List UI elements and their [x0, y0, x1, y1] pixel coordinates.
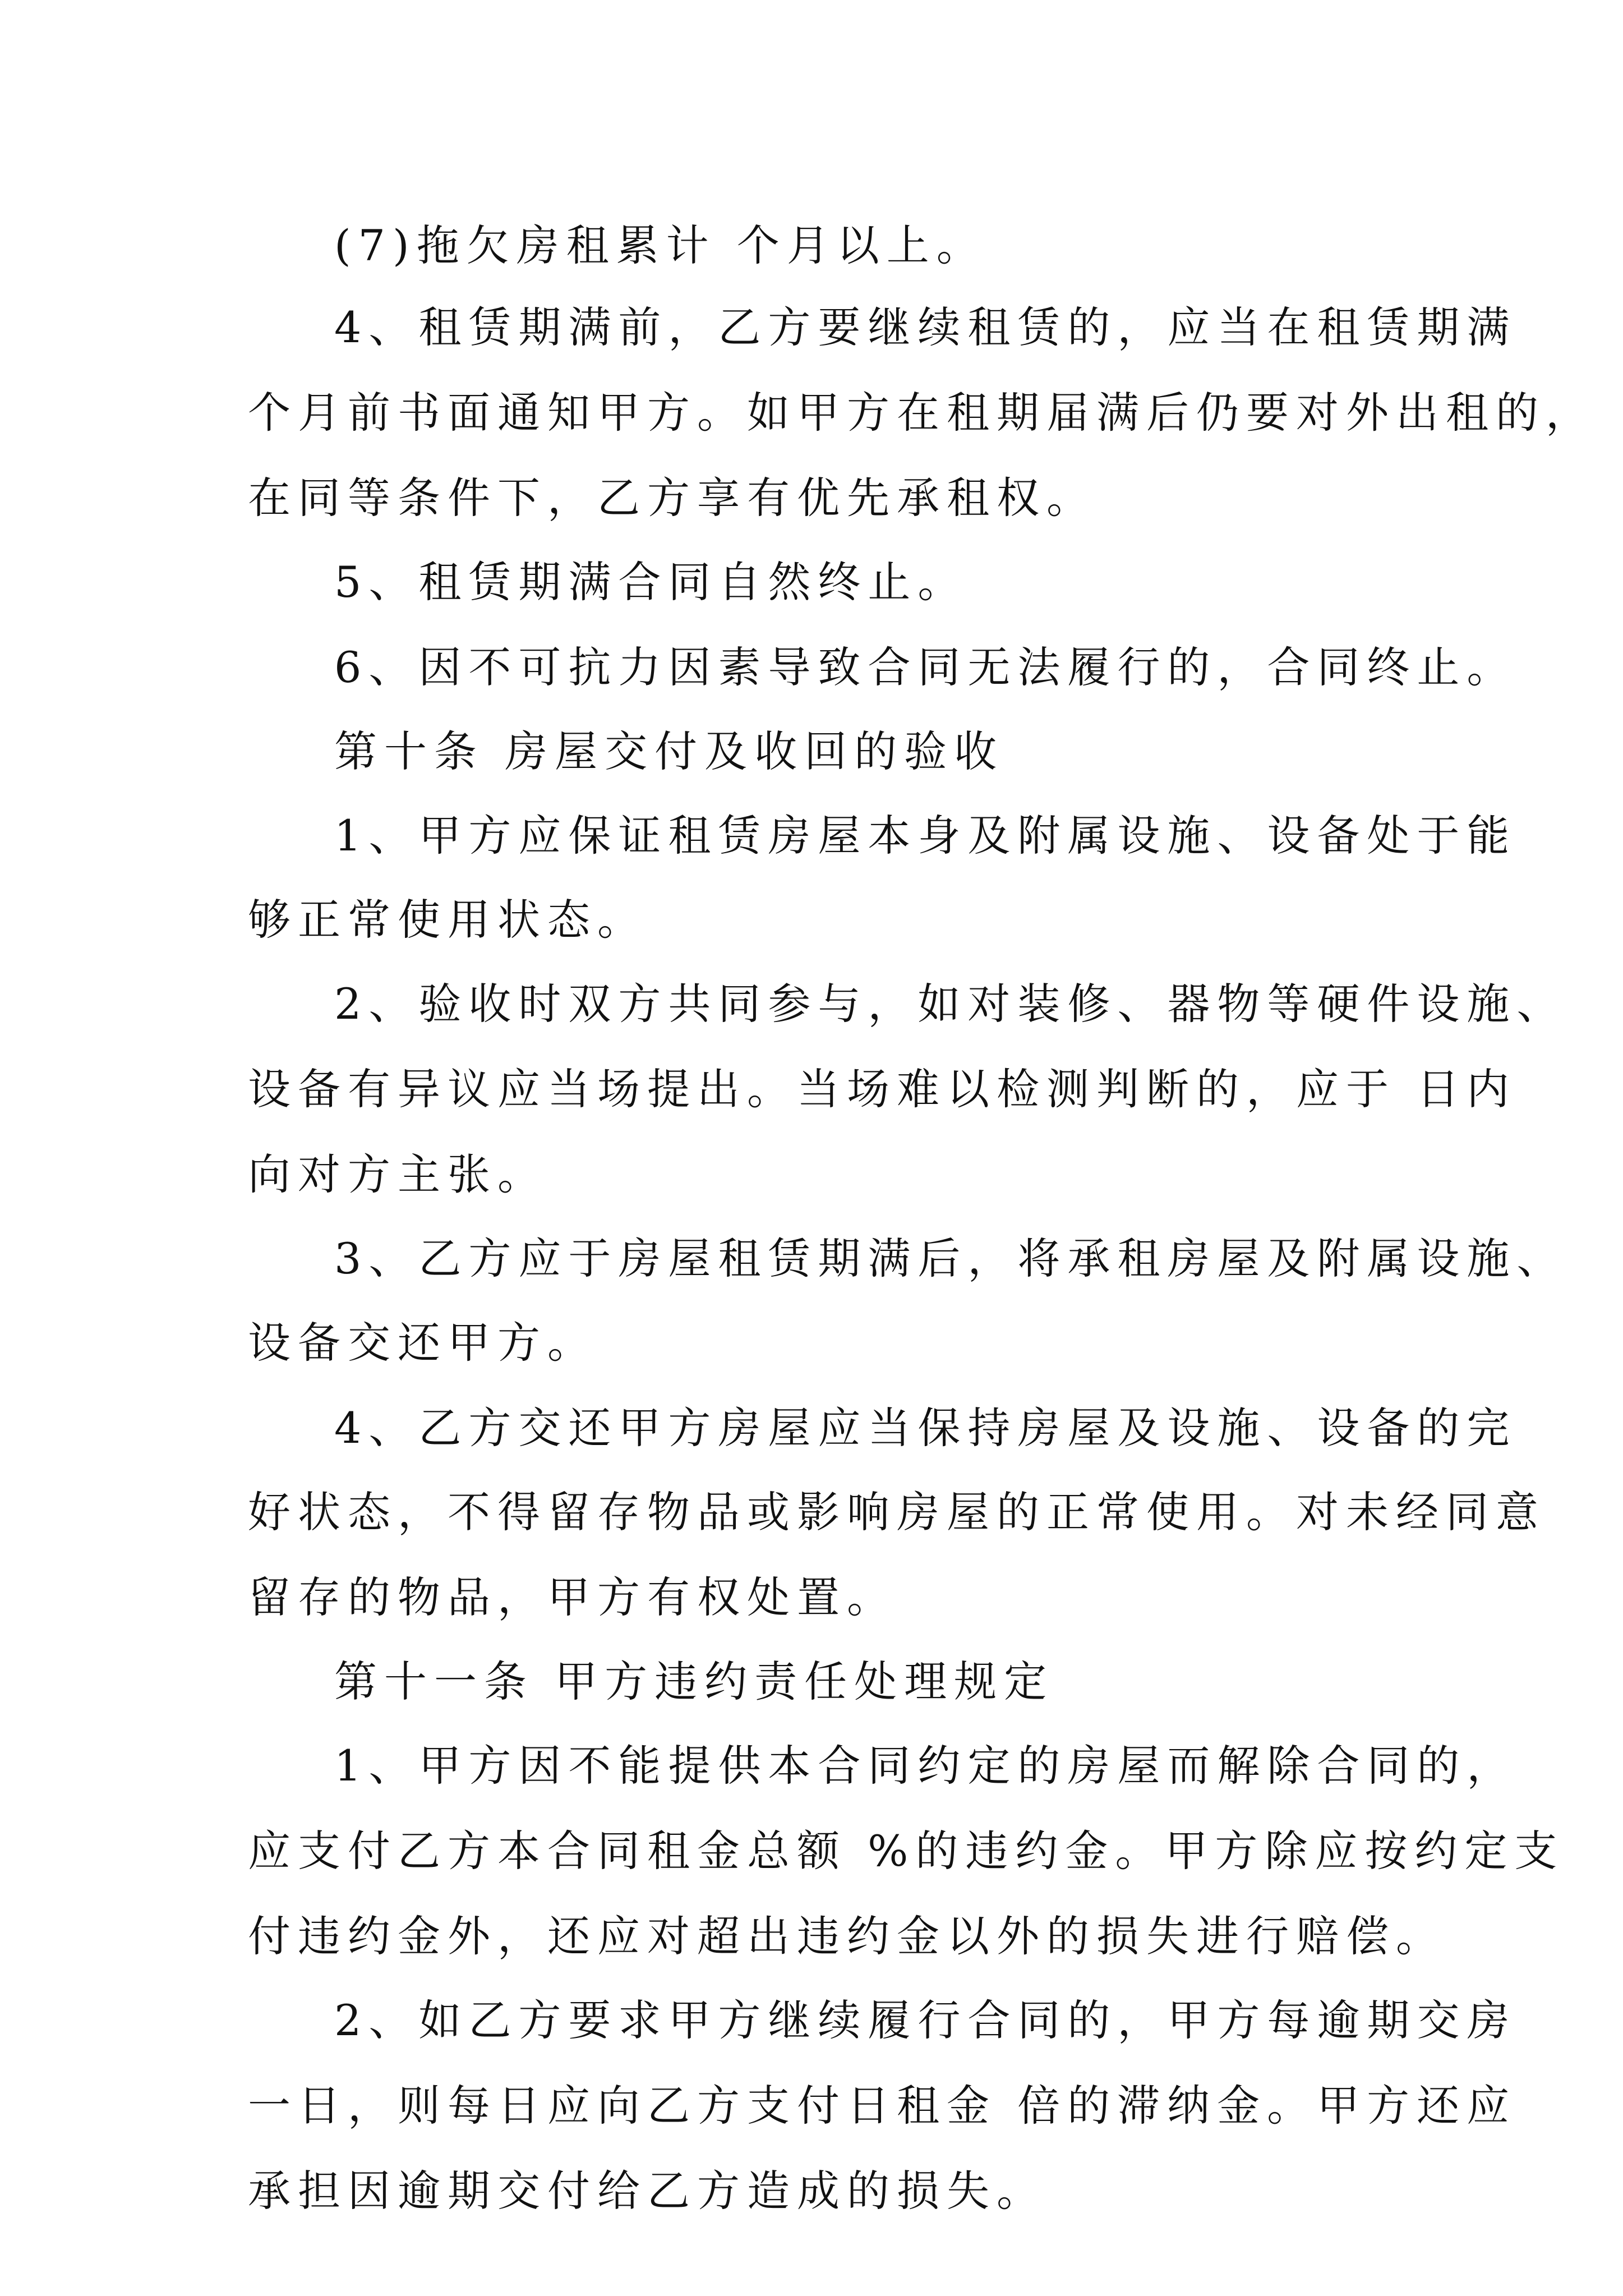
text-line: 个月前书面通知甲方。如甲方在租期届满后仍要对外出租的， [248, 388, 1596, 438]
text-line: 1、甲方应保证租赁房屋本身及附属设施、设备处于能 [334, 811, 1517, 861]
text-line: 5、租赁期满合同自然终止。 [334, 557, 968, 607]
text-line: 承担因逾期交付给乙方造成的损失。 [248, 2166, 1046, 2216]
section-heading: 第十条 房屋交付及收回的验收 [334, 726, 1004, 776]
text-line: 6、因不可抗力因素导致合同无法履行的，合同终止。 [334, 642, 1517, 692]
text-line: 3、乙方应于房屋租赁期满后，将承租房屋及附属设施、 [334, 1234, 1567, 1283]
text-line: 4、乙方交还甲方房屋应当保持房屋及设施、设备的完 [334, 1403, 1517, 1453]
text-line: 向对方主张。 [248, 1149, 547, 1199]
text-line: 设备有异议应当场提出。当场难以检测判断的，应于 日内 [248, 1064, 1517, 1114]
text-line: 2、如乙方要求甲方继续履行合同的，甲方每逾期交房 [334, 1995, 1517, 2045]
text-line: (7)拖欠房租累计 个月以上。 [334, 220, 986, 270]
text-line: 好状态，不得留存物品或影响房屋的正常使用。对未经同意 [248, 1487, 1546, 1537]
text-line: 1、甲方因不能提供本合同约定的房屋而解除合同的， [334, 1741, 1517, 1791]
text-line: 在同等条件下，乙方享有优先承租权。 [248, 473, 1096, 523]
text-line: 设备交还甲方。 [248, 1318, 597, 1368]
section-heading: 第十一条 甲方违约责任处理规定 [334, 1657, 1054, 1706]
text-line: 一日，则每日应向乙方支付日租金 倍的滞纳金。甲方还应 [248, 2081, 1517, 2131]
text-line: 应支付乙方本合同租金总额 %的违约金。甲方除应按约定支 [248, 1826, 1565, 1876]
text-line: 付违约金外，还应对超出违约金以外的损失进行赔偿。 [248, 1911, 1446, 1961]
text-line: 4、租赁期满前，乙方要继续租赁的，应当在租赁期满 [334, 302, 1517, 352]
text-line: 2、验收时双方共同参与，如对装修、器物等硬件设施、 [334, 979, 1567, 1029]
text-line: 留存的物品，甲方有权处置。 [248, 1572, 897, 1622]
text-line: 够正常使用状态。 [248, 895, 647, 945]
